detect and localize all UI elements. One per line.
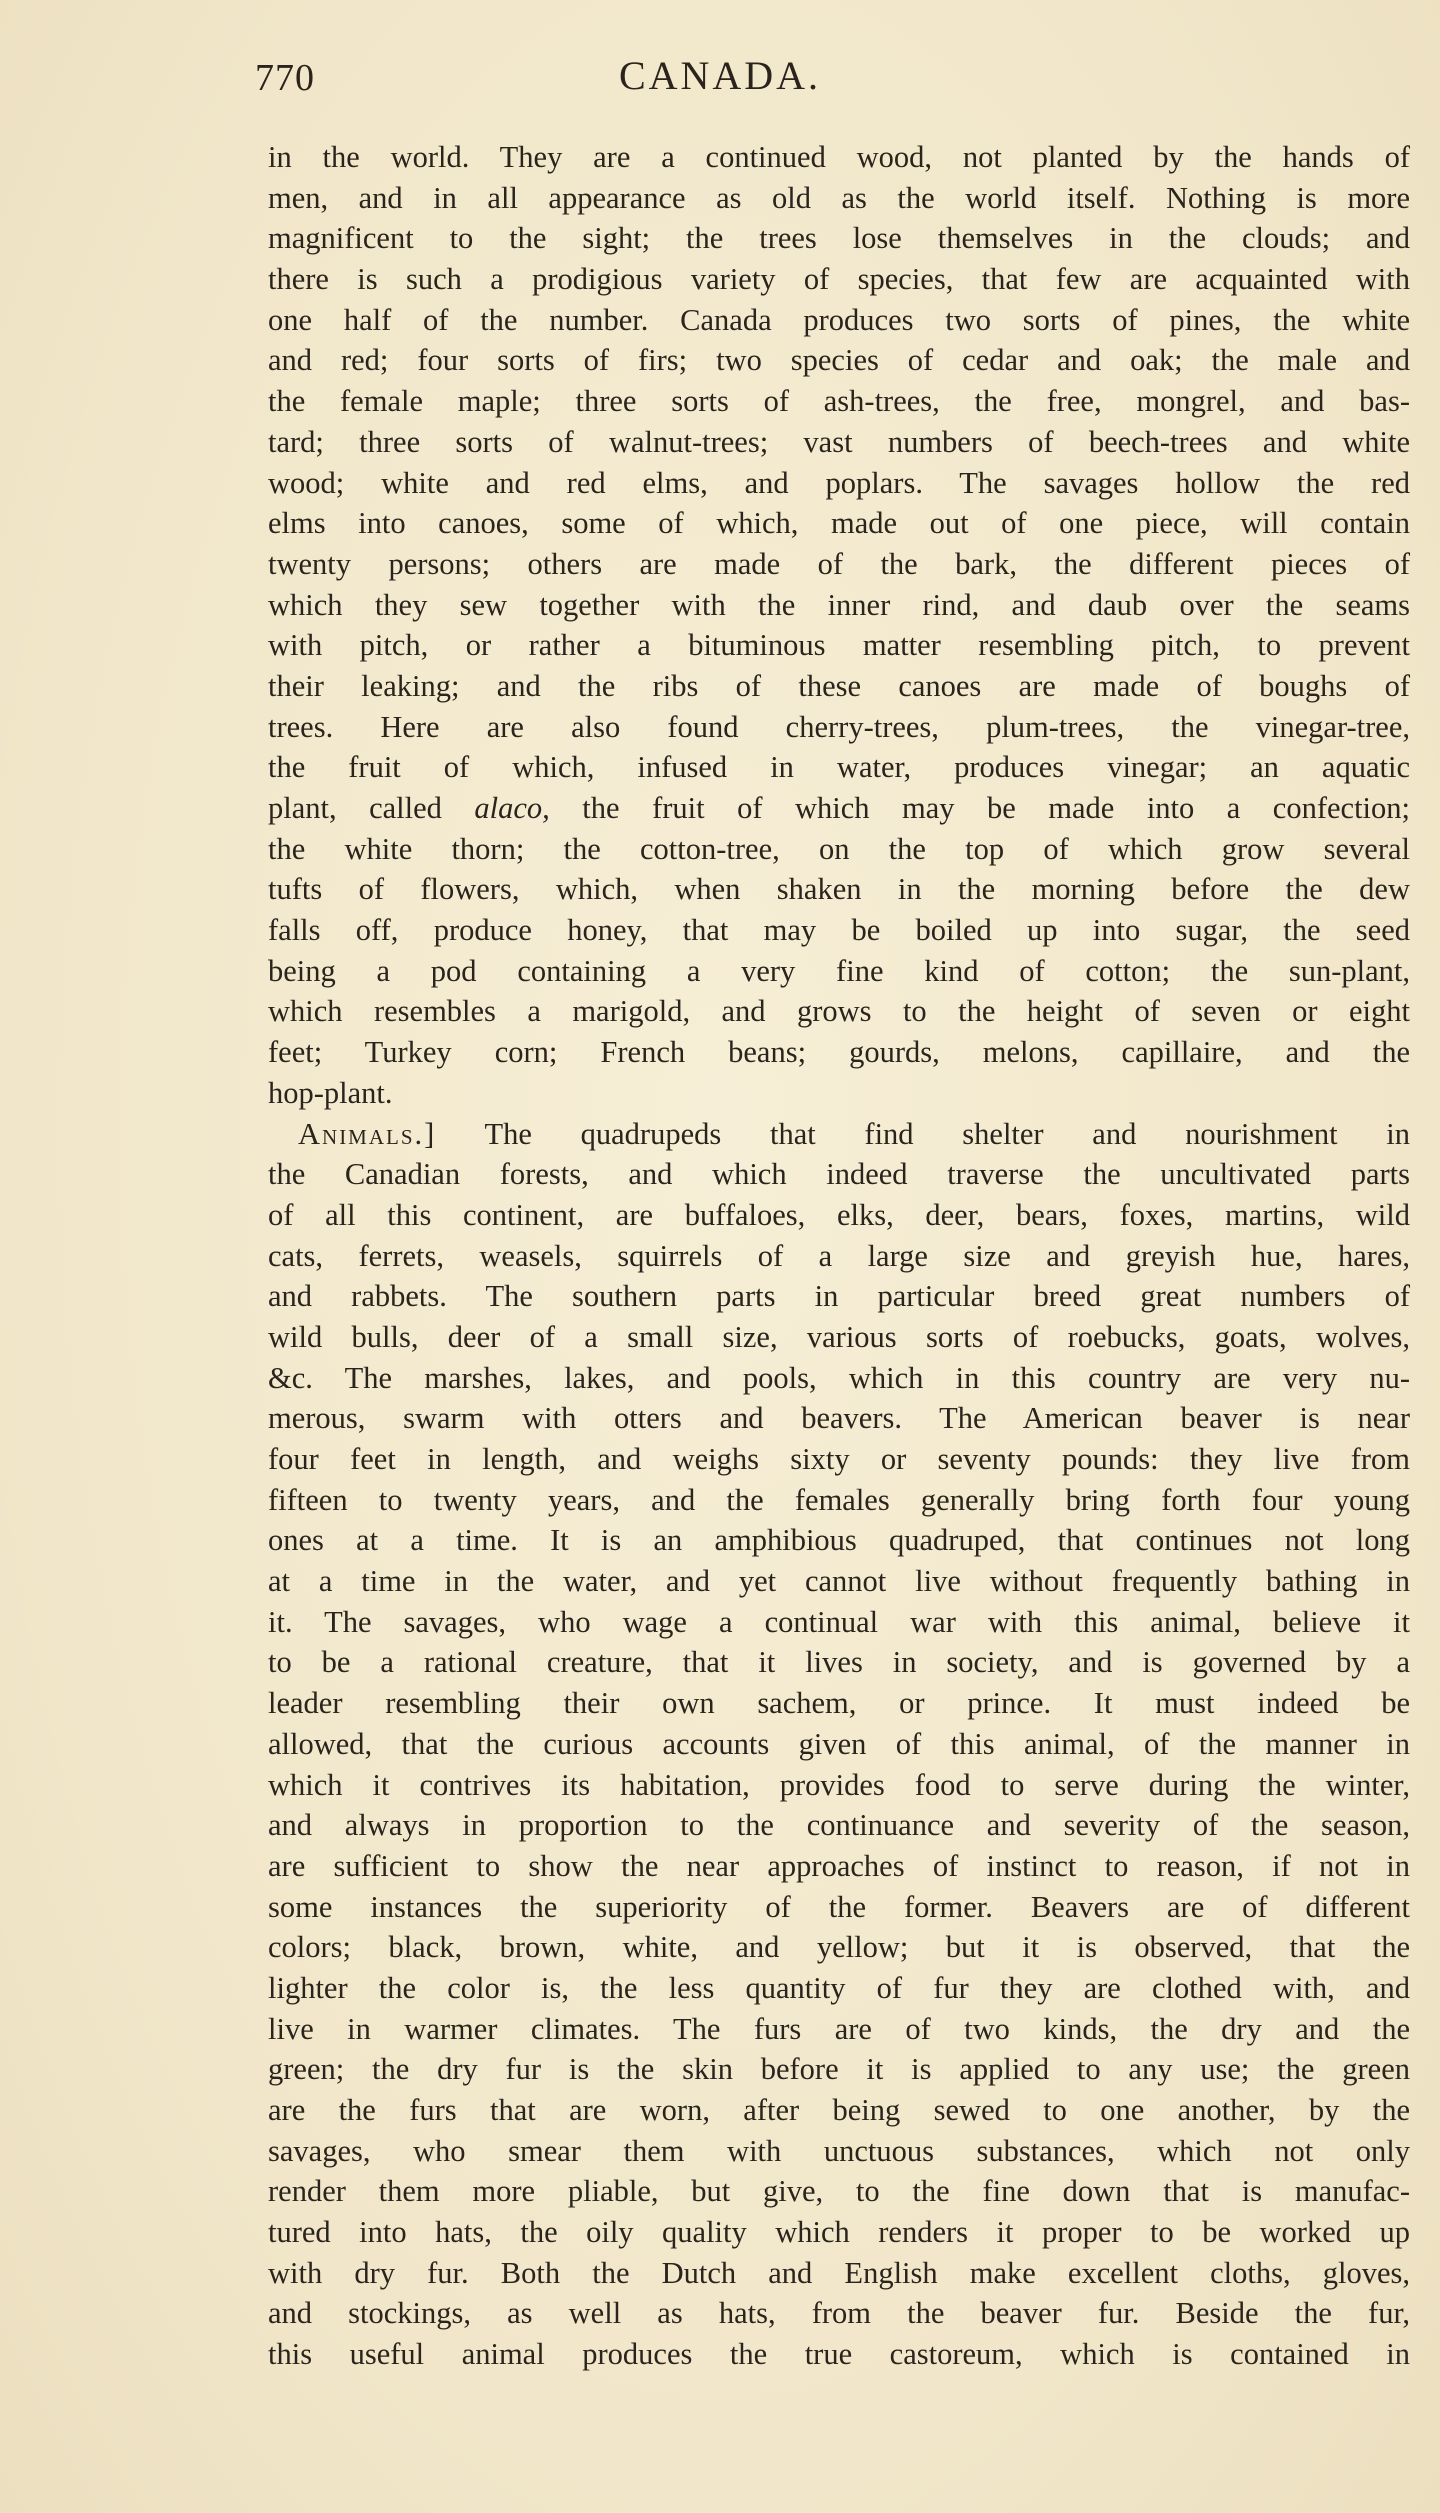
page-number: 770	[255, 57, 315, 99]
text-segment: The quadrupeds that find shelter and nourishment in	[484, 1116, 1411, 1151]
text-line: merous, swarm with otters and beavers. The American beaver is near	[268, 1401, 1410, 1436]
text-line: tard; three sorts of walnut-trees; vast numbers of beech-trees and white	[268, 424, 1410, 459]
text-line: the white thorn; the cotton-tree, on the top of which grow several	[268, 831, 1410, 866]
text-line: some instances the superiority of the former. Beavers are of different	[268, 1889, 1410, 1924]
text-line: tufts of flowers, which, when shaken in the morning before the dew	[268, 872, 1410, 907]
text-line: with dry fur. Both the Dutch and English make excellent cloths, gloves,	[268, 2255, 1410, 2290]
text-line: allowed, that the curious accounts given of this animal, of the manner in	[268, 1726, 1410, 1761]
text-line: are sufficient to show the near approaches of instinct to reason, if not in	[268, 1848, 1410, 1883]
text-line: men, and in all appearance as old as the world itself. Nothing is more	[268, 180, 1410, 215]
text-line: the female maple; three sorts of ash-trees, the free, mongrel, and bas-	[268, 384, 1410, 419]
text-line: which they sew together with the inner rind, and daub over the seams	[268, 587, 1410, 622]
text-line: savages, who smear them with unctuous substances, which not only	[268, 2133, 1410, 2168]
text-line: magnificent to the sight; the trees lose themselves in the clouds; and	[268, 221, 1410, 256]
text-line: being a pod containing a very fine kind of cotton; the sun-plant,	[268, 953, 1410, 988]
running-title: CANADA.	[618, 53, 822, 98]
text-line: which it contrives its habitation, provides food to serve during the winter,	[268, 1767, 1410, 1802]
text-line: which resembles a marigold, and grows to the height of seven or eight	[268, 994, 1410, 1029]
text-line: feet; Turkey corn; French beans; gourds, melons, capillaire, and the	[268, 1035, 1410, 1070]
text-line: of all this continent, are buffaloes, elks, deer, bears, foxes, martins, wild	[268, 1197, 1410, 1232]
text-line: fifteen to twenty years, and the females generally bring forth four young	[268, 1482, 1410, 1517]
text-line: it. The savages, who wage a continual war with this animal, believe it	[268, 1604, 1410, 1639]
text-line: leader resembling their own sachem, or prince. It must indeed be	[268, 1686, 1410, 1721]
text-line: to be a rational creature, that it lives in society, and is governed by a	[268, 1645, 1410, 1680]
text-segment: plant, called	[268, 791, 475, 825]
text-line: and stockings, as well as hats, from the beaver fur. Beside the fur,	[268, 2296, 1410, 2331]
text-line: live in warmer climates. The furs are of two kinds, the dry and the	[268, 2011, 1410, 2046]
text-line-with-italic	[268, 788, 1410, 829]
text-line: one half of the number. Canada produces two sorts of pines, the white	[268, 302, 1410, 337]
text-line: wood; white and red elms, and poplars. The savages hollow the red	[268, 465, 1410, 500]
text-line: the Canadian forests, and which indeed traverse the uncultivated parts	[268, 1157, 1410, 1192]
italic-term-alaco: alaco,	[474, 791, 550, 825]
text-line: render them more pliable, but give, to the fine down that is manufac-	[268, 2174, 1410, 2209]
text-line: at a time in the water, and yet cannot live without frequently bathing in	[268, 1564, 1410, 1599]
text-line: lighter the color is, the less quantity of fur they are clothed with, and	[268, 1970, 1410, 2005]
text-line: and always in proportion to the continuance and severity of the season,	[268, 1808, 1410, 1843]
text-line: are the furs that are worn, after being sewed to one another, by the	[268, 2093, 1410, 2127]
text-line: twenty persons; others are made of the bark, the different pieces of	[268, 546, 1410, 581]
text-line: green; the dry fur is the skin before it is applied to any use; the green	[268, 2052, 1410, 2087]
text-line: wild bulls, deer of a small size, various sorts of roebucks, goats, wolves,	[268, 1319, 1410, 1354]
paragraph-first-line	[268, 1114, 1410, 1155]
text-line: their leaking; and the ribs of these canoes are made of boughs of	[268, 668, 1410, 703]
text-line: the fruit of which, infused in water, produces vinegar; an aquatic	[268, 750, 1410, 785]
text-line: falls off, produce honey, that may be boiled up into sugar, the seed	[268, 913, 1410, 948]
text-line: ones at a time. It is an amphibious quadruped, that continues not long	[268, 1523, 1410, 1558]
text-line: there is such a prodigious variety of species, that few are acquainted with	[268, 262, 1410, 297]
text-line: hop-plant.	[268, 1075, 393, 1110]
text-line: with pitch, or rather a bituminous matter resembling pitch, to prevent	[268, 628, 1410, 663]
text-line: four feet in length, and weighs sixty or seventy pounds: they live from	[268, 1442, 1410, 1476]
text-line: &c. The marshes, lakes, and pools, which in this country are very nu-	[268, 1360, 1410, 1395]
text-line: cats, ferrets, weasels, squirrels of a large size and greyish hue, hares,	[268, 1238, 1410, 1273]
text-line: and rabbets. The southern parts in particular breed great numbers of	[268, 1279, 1410, 1314]
text-line: trees. Here are also found cherry-trees, plum-trees, the vinegar-tree,	[268, 709, 1410, 744]
page-header	[0, 50, 1440, 110]
body-text	[268, 137, 1410, 2375]
text-line: tured into hats, the oily quality which renders it proper to be worked up	[268, 2215, 1410, 2250]
text-line: in the world. They are a continued wood, not planted by the hands of	[268, 140, 1410, 174]
text-segment: the fruit of which may be made into a confection;	[549, 791, 1410, 825]
text-line: elms into canoes, some of which, made out of one piece, will contain	[268, 506, 1410, 541]
text-line: this useful animal produces the true castoreum, which is contained in	[268, 2337, 1410, 2372]
section-heading: Animals.]	[298, 1116, 437, 1151]
text-line: colors; black, brown, white, and yellow; but it is observed, that the	[268, 1930, 1410, 1965]
text-line: and red; four sorts of firs; two species of cedar and oak; the male and	[268, 343, 1410, 378]
